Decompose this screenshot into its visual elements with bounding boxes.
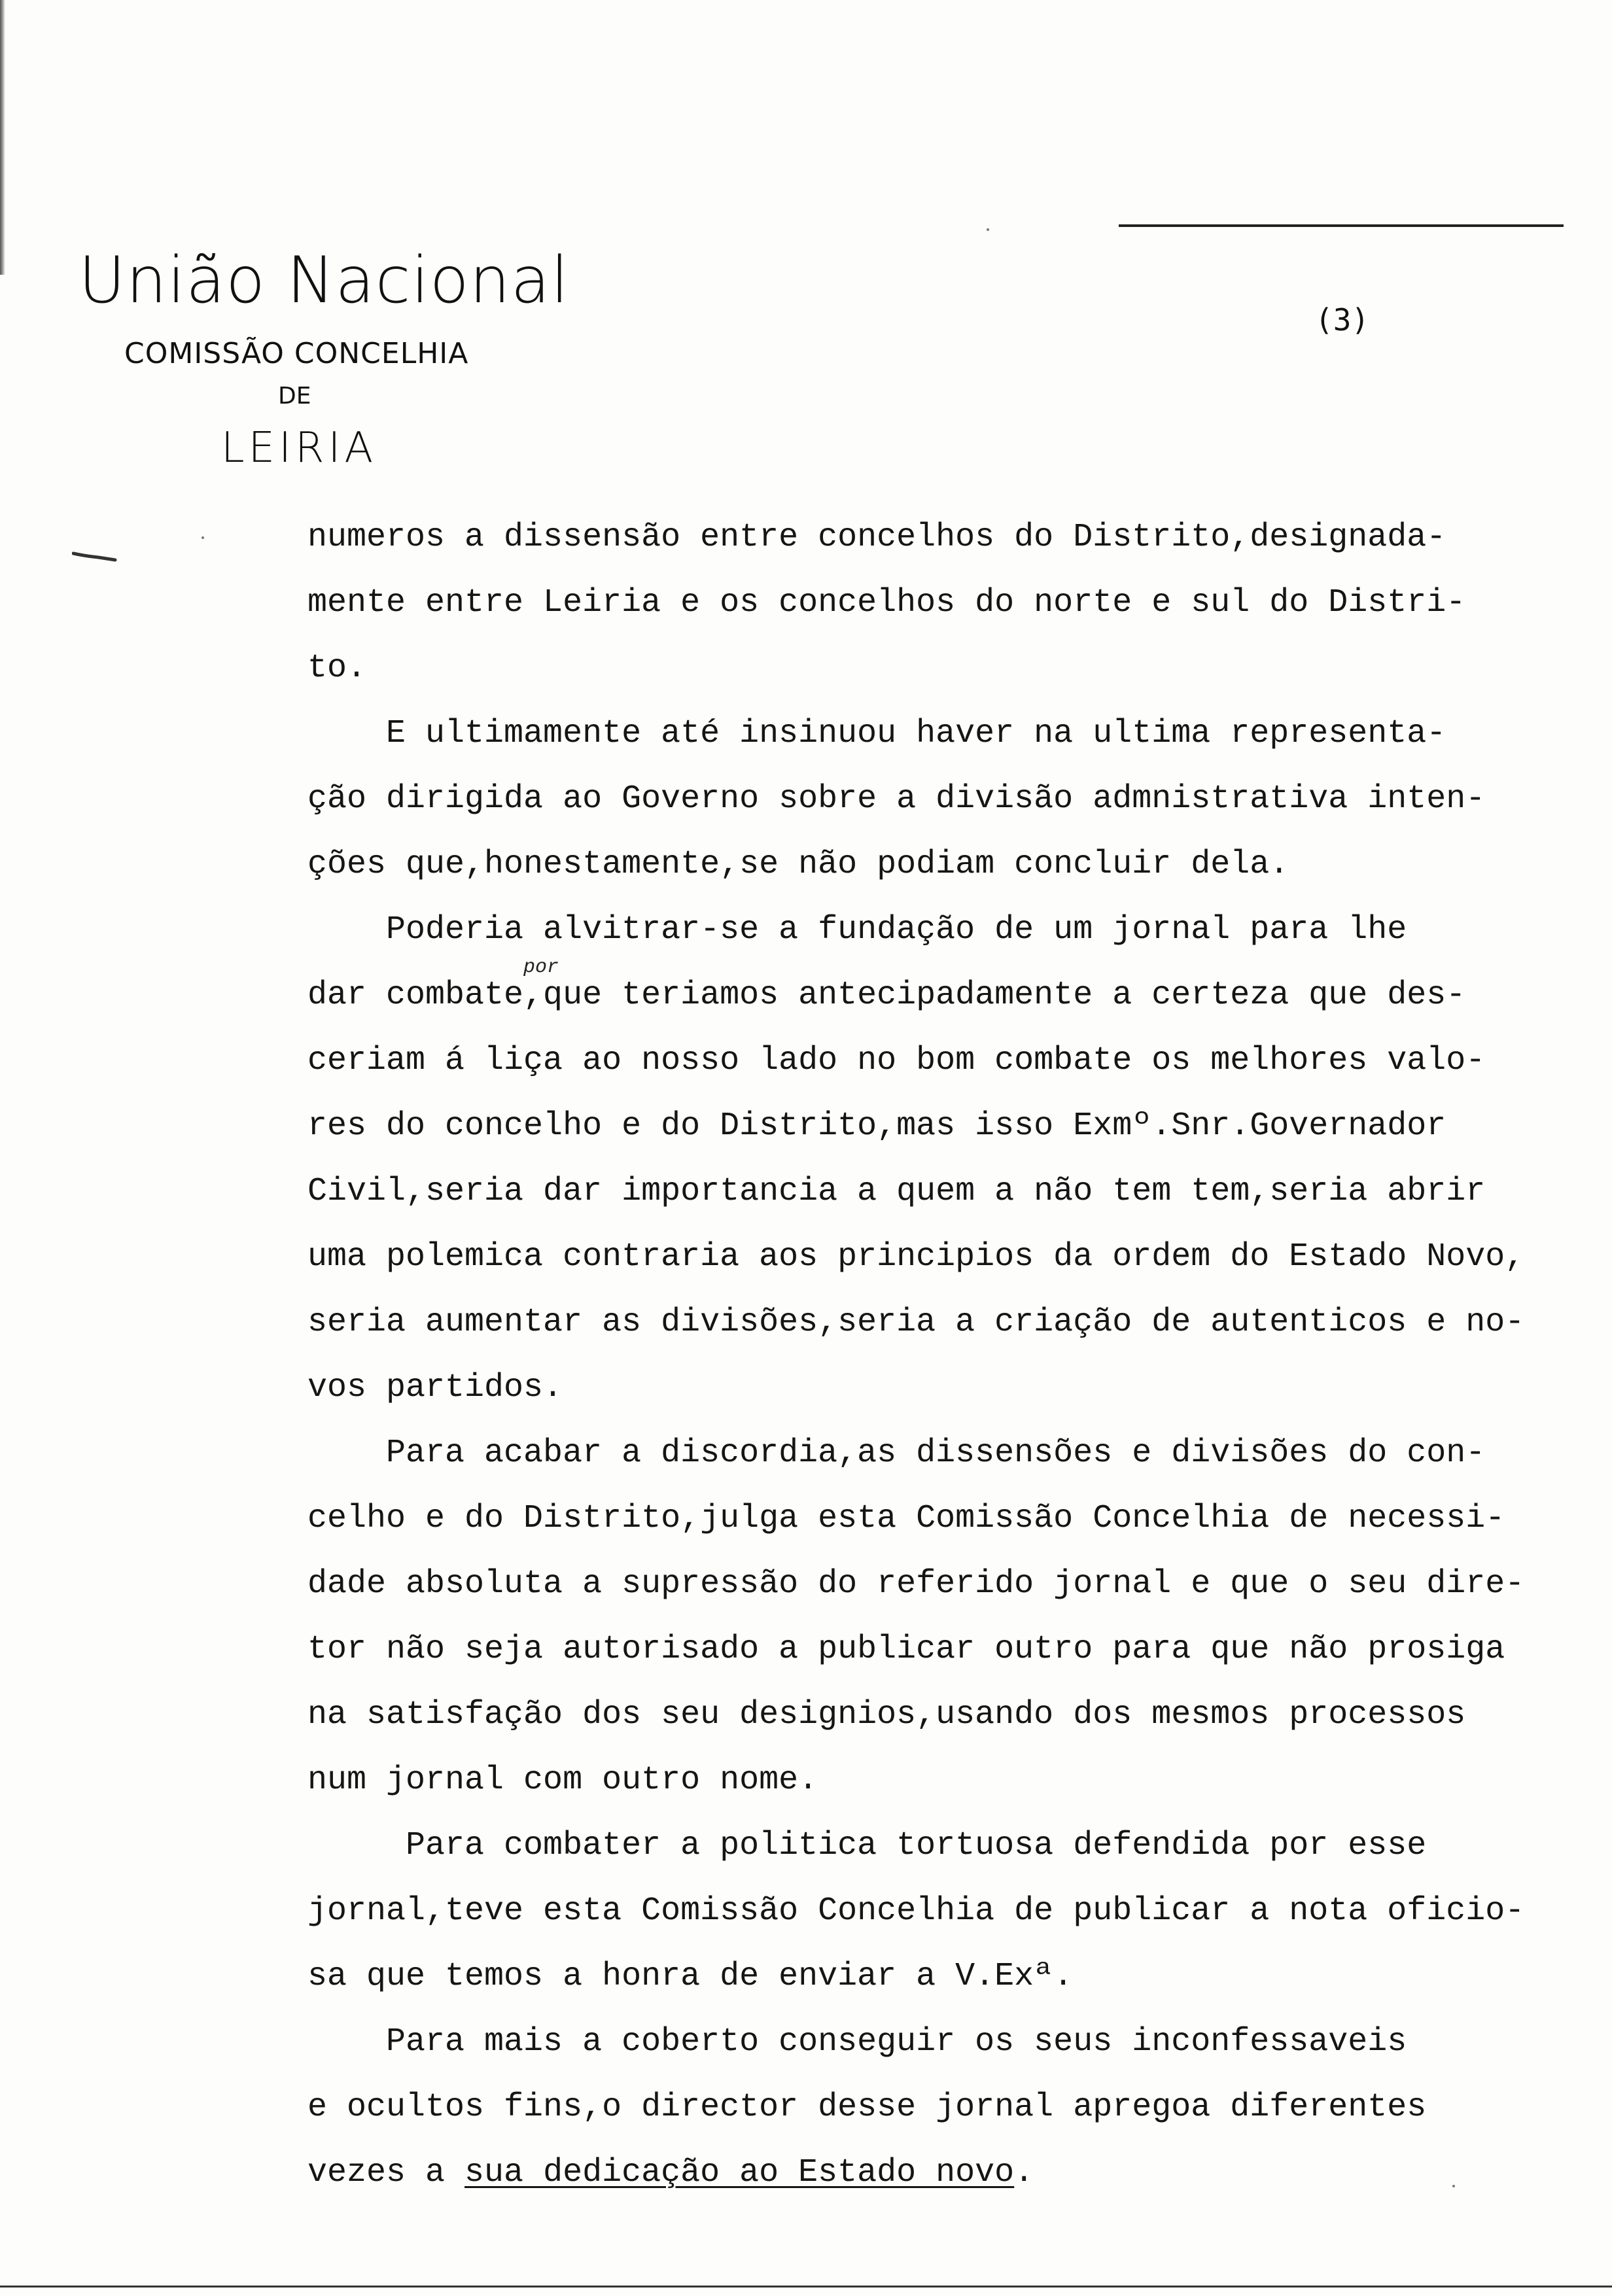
margin-pencil-mark <box>72 549 118 563</box>
handwritten-insertion: por <box>523 956 559 979</box>
body-line: seria aumentar as divisões,seria a criação de autenticos e no- <box>307 1304 1525 1341</box>
last-line-prefix: vezes a <box>307 2154 465 2191</box>
body-line: E ultimamente até insinuou haver na ultima representa- <box>307 715 1446 752</box>
city-name: LEIRIA <box>221 424 377 472</box>
last-line-suffix: . <box>1014 2154 1034 2191</box>
body-line: Civil,seria dar importancia a quem a não tem tem,seria abrir <box>307 1173 1486 1210</box>
body-line: jornal,teve esta Comissão Concelhia de publicar a nota oficio- <box>307 1892 1525 1930</box>
scan-speck <box>202 536 204 539</box>
scan-speck <box>1452 2185 1455 2187</box>
body-line: res do concelho e do Distrito,mas isso Exmº.Snr.Governador <box>307 1107 1446 1145</box>
scan-speck <box>987 228 989 231</box>
body-line: sa que temos a honra de enviar a V.Exª. <box>307 1958 1074 1995</box>
body-line: Para combater a politica tortuosa defendida por esse <box>307 1827 1427 1864</box>
body-line: numeros a dissensão entre concelhos do Distrito,designada- <box>307 519 1446 556</box>
body-line: Para mais a coberto conseguir os seus inconfessaveis <box>307 2023 1407 2061</box>
committee-name: COMISSÃO CONCELHIA <box>124 337 469 370</box>
body-line: Poderia alvitrar-se a fundação de um jornal para lhe <box>307 911 1407 948</box>
body-line: na satisfação dos seu designios,usando dos mesmos processos <box>307 1696 1466 1733</box>
body-line: ções que,honestamente,se não podiam concluir dela. <box>307 846 1289 883</box>
letterhead <box>79 243 576 472</box>
footer-rule <box>0 2286 1612 2287</box>
letterhead-de: DE <box>278 383 311 409</box>
body-line: e ocultos fins,o director desse jornal apregoa diferentes <box>307 2089 1427 2126</box>
body-line: ceriam á liça ao nosso lado no bom combate os melhores valo- <box>307 1042 1486 1079</box>
body-line: mente entre Leiria e os concelhos do norte e sul do Distri- <box>307 584 1466 621</box>
page-number: (3) <box>1315 302 1370 338</box>
body-line: ção dirigida ao Governo sobre a divisão admnistrativa inten- <box>307 780 1486 818</box>
organization-name: União Nacional <box>79 243 570 318</box>
body-line: dar combate,que teriamos antecipadamente a certeza que des- <box>307 977 1466 1014</box>
body-last-line <box>307 2153 1034 2193</box>
scan-edge <box>0 0 5 275</box>
body-line: num jornal com outro nome. <box>307 1762 818 1799</box>
body-line: Para acabar a discordia,as dissensões e divisões do con- <box>307 1435 1486 1472</box>
underlined-phrase: sua dedicação ao Estado novo <box>464 2154 1015 2191</box>
body-line: to. <box>307 650 367 687</box>
header-rule <box>1119 224 1564 227</box>
body-line: vos partidos. <box>307 1369 563 1406</box>
body-line: dade absoluta a supressão do referido jornal e que o seu dire- <box>307 1565 1525 1603</box>
body-line: celho e do Distrito,julga esta Comissão Concelhia de necessi- <box>307 1500 1505 1537</box>
body-line: uma polemica contraria aos principios da ordem do Estado Novo, <box>307 1238 1525 1276</box>
body-line: tor não seja autorisado a publicar outro para que não prosiga <box>307 1631 1505 1668</box>
